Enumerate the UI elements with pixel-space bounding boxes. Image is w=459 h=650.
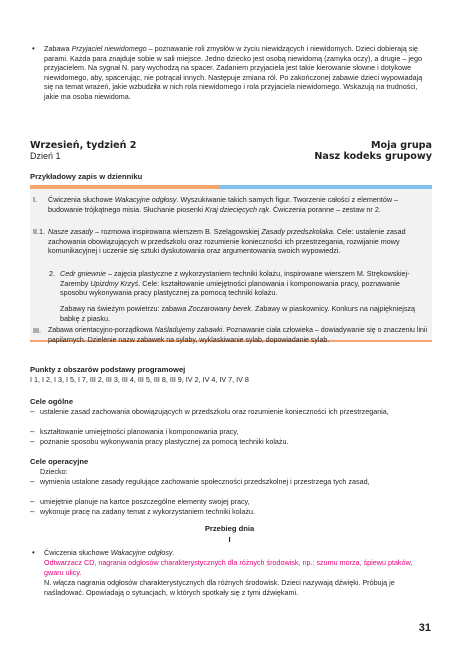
diary-entry-i: Ćwiczenia słuchowe Wakacyjne odgłosy. Wyszukiwanie takich samych figur. Tworzenie całości z elementów – budowanie trójkątnego misia. Słuchanie piosenki Kraj dziecięcych rąk. Ćwiczenia poranne – zestaw nr 2. (48, 195, 399, 214)
general-goal-item: kształtowanie umiejętności planowania i komponowania pracy, (40, 427, 239, 436)
course-materials: Odtwarzacz CD, nagrania odgłosów charakterystycznych dla różnych środowisk, np.: szumu morza, śpiewu ptaków, gwaru ulicy. (44, 558, 413, 577)
operational-goal-item: wykonuje pracę na zadany temat z wykorzystaniem techniki kolażu. (40, 507, 255, 516)
points-title: Punkty z obszarów podstawy programowej (30, 365, 186, 374)
course-description: N. włącza nagrania odgłosów charakterystycznych dla różnych środowisk. Dzieci nazywają dźwięki. Próbują je naśladować. Opowiadają o sytuacjach, w których spotkały się z tymi dźwiękami. (44, 578, 395, 597)
week-heading: Wrzesień, tydzień 2 (30, 140, 137, 151)
diary-bar-blue (220, 185, 432, 189)
diary-num-ii-2: 2. (49, 269, 55, 278)
diary-entry-iii: Zabawa orientacyjno-porządkowa Naśladujemy zabawki. Poznawanie ciała człowieka – dowiadywanie się o znaczeniu linii papilarnych. Dzielenie nazw zabawek na sylaby, wyklaskiwanie sylab, dopowiadanie sylab. (48, 327, 427, 344)
bullet-icon: • (32, 44, 35, 53)
diary-entry-outdoor: Zabawy na świeżym powietrzu: zabawa Zoczarowany berek. Zabawy w piaskownicy. Konkurs na najpiękniejszą babkę z piasku. (60, 304, 416, 323)
course-part: I (228, 535, 231, 544)
general-goal-item: ustalenie zasad zachowania obowiązujących w przedszkolu oraz rozumienie konieczności ich przestrzegania, (40, 407, 389, 416)
diary-title: Przykładowy zapis w dzienniku (30, 172, 143, 181)
diary-entry-ii-2: Cedr gniewnie – zajęcia plastyczne z wykorzystaniem techniki kolażu, inspirowane wierszem M. Strękowskiej-Zaremby Upizdmy Krzyś. Cele: kształtowanie umiejętności planowania i komponowania pracy, poznawanie sposobu wykonywania pracy plastycznej za pomocą techniki kolażu. (60, 269, 410, 298)
operational-goals-title: Cele operacyjne (30, 457, 89, 466)
diary-num-i: I. (33, 195, 37, 204)
course-exercise: Ćwiczenia słuchowe Wakacyjne odgłosy. (44, 548, 175, 557)
dash-icon: – (30, 497, 35, 506)
dash-icon: – (30, 407, 35, 416)
topic-subheading: Nasz kodeks grupowy (314, 151, 432, 162)
dash-icon: – (30, 507, 35, 516)
diary-num-iii: III. (33, 326, 41, 335)
bullet-icon: • (32, 548, 35, 557)
page-number: 31 (418, 622, 431, 634)
points-list: I 1, I 2, I 3, I 5, I 7, III 2, III 3, III 4, III 5, III 8, III 9, IV 2, IV 4, IV 7, IV 8 (30, 375, 249, 384)
course-title: Przebieg dnia (204, 524, 255, 533)
intro-paragraph: Zabawa Przyjaciel niewidomego – poznawanie roli zmysłów w życiu niewidzących i niewidomych. Dzieci dobierają się parami. Każda para znajduje sobie w sali miejsce. Jedno dziecko jest osobą niewidomą (zamyka oczy), a drugie – jego przyjacielem. Na sygnał N. pary wychodzą na spacer. Zadaniem przyjaciela jest takie kierowanie słowne i dotykowe niewidomego, aby, spacerując, nie potrącał innych. Następuje zmiana ról. Po zakończonej zabawie dzieci wypowiadają się na temat wrażeń, jakie wzbudziła w nich rola niewidomego i rola przyjaciela niewidomego. Wskazują na trudności, jakie ma osoba niewidoma. (44, 44, 423, 101)
diary-bar-orange (30, 185, 220, 189)
diary-entry-ii-1: Nasze zasady – rozmowa inspirowana wierszem B. Szelągowskiej Zasady przedszkolaka. Cele: ustalenie zasad zachowania obowiązujących w przedszkolu oraz rozumienie konieczności ich przestrzegania, rozwijanie mowy komunikacyjnej i uczenie się sztuki dyskutowania oraz argumentowania swoich wypowiedzi. (48, 227, 406, 256)
dash-icon: – (30, 427, 35, 436)
operational-lead: Dziecko: (40, 467, 68, 476)
general-goals-title: Cele ogólne (30, 397, 74, 406)
topic-heading: Moja grupa (370, 140, 432, 151)
dash-icon: – (30, 437, 35, 446)
day-heading: Dzień 1 (30, 151, 61, 161)
diary-num-ii: II.1. (33, 227, 45, 236)
operational-goal-item: wymienia ustalone zasady regulujące zachowanie społeczności przedszkolnej i przestrzega tych zasad, (40, 477, 370, 486)
operational-goal-item: umiejętnie planuje na kartce poszczególne elementy swojej pracy, (40, 497, 250, 506)
dash-icon: – (30, 477, 35, 486)
general-goal-item: poznanie sposobu wykonywania pracy plastycznej za pomocą techniki kolażu. (40, 437, 289, 446)
